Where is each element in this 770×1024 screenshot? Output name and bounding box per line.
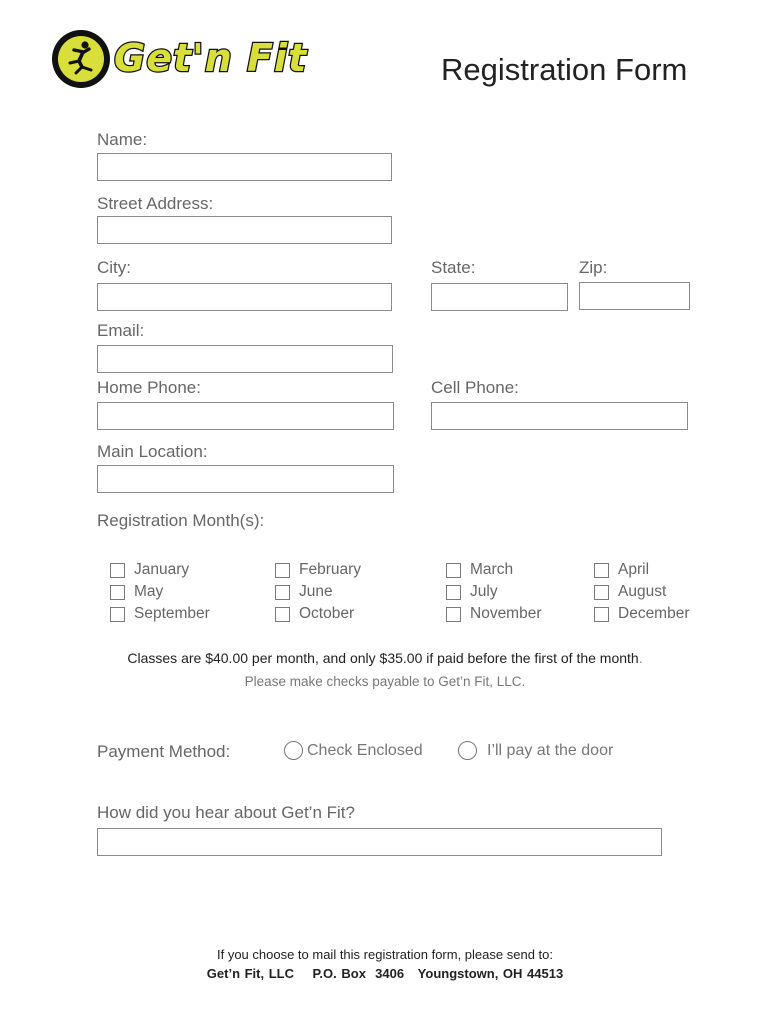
- state-label: State:: [431, 258, 476, 277]
- checkbox-october[interactable]: [275, 607, 290, 622]
- state-field[interactable]: [431, 283, 568, 311]
- pricing-note: [0, 650, 770, 666]
- mail-instructions: If you choose to mail this registration form, please send to:: [216, 947, 553, 962]
- checkbox-august[interactable]: [594, 585, 609, 600]
- main-location-field[interactable]: [97, 465, 394, 493]
- form-title: Registration Form: [441, 52, 688, 87]
- payment-option-check[interactable]: Check Enclosed: [284, 741, 423, 760]
- checkbox-april[interactable]: [594, 563, 609, 578]
- hear-about-label: How did you hear about Get’n Fit?: [97, 803, 355, 822]
- home-phone-label: Home Phone:: [97, 378, 201, 397]
- checkbox-june[interactable]: [275, 585, 290, 600]
- email-field[interactable]: [97, 345, 393, 373]
- logo-wordmark: Get'n Fit: [114, 36, 308, 80]
- checkbox-september[interactable]: [110, 607, 125, 622]
- dancer-logo-icon: [52, 30, 110, 88]
- month-option-november[interactable]: November: [446, 605, 542, 623]
- month-option-october[interactable]: October: [275, 605, 354, 623]
- pricing-text: Classes are $40.00 per month, and only $35.00 if paid before the first of the month: [127, 650, 639, 666]
- month-option-january[interactable]: January: [110, 561, 189, 579]
- month-option-december[interactable]: December: [594, 605, 690, 623]
- registration-months-label: Registration Month(s):: [97, 511, 265, 530]
- checkbox-december[interactable]: [594, 607, 609, 622]
- checkbox-november[interactable]: [446, 607, 461, 622]
- radio-check-enclosed[interactable]: [284, 741, 303, 760]
- hear-about-field[interactable]: [97, 828, 662, 856]
- main-location-label: Main Location:: [97, 442, 208, 461]
- month-option-february[interactable]: February: [275, 561, 361, 579]
- city-label: City:: [97, 258, 131, 277]
- email-label: Email:: [97, 321, 145, 340]
- cell-phone-field[interactable]: [431, 402, 688, 430]
- checkbox-february[interactable]: [275, 563, 290, 578]
- month-option-march[interactable]: March: [446, 561, 513, 579]
- month-option-june[interactable]: June: [275, 583, 333, 601]
- month-option-july[interactable]: July: [446, 583, 498, 601]
- checkbox-march[interactable]: [446, 563, 461, 578]
- home-phone-field[interactable]: [97, 402, 394, 430]
- zip-field[interactable]: [579, 282, 690, 310]
- pricing-period: .: [638, 650, 643, 666]
- month-option-april[interactable]: April: [594, 561, 649, 579]
- month-option-august[interactable]: August: [594, 583, 666, 601]
- zip-label: Zip:: [579, 258, 608, 277]
- month-option-may[interactable]: May: [110, 583, 163, 601]
- name-field[interactable]: [97, 153, 392, 181]
- radio-pay-at-door[interactable]: [458, 741, 477, 760]
- city-field[interactable]: [97, 283, 392, 311]
- checks-payable-note: Please make checks payable to Get’n Fit, LLC.: [244, 674, 526, 689]
- street-address-field[interactable]: [97, 216, 392, 244]
- mailing-address: Get’n Fit, LLC P.O. Box 3406 Youngstown, OH 44513: [206, 966, 564, 981]
- month-option-september[interactable]: September: [110, 605, 210, 623]
- checkbox-january[interactable]: [110, 563, 125, 578]
- checkbox-july[interactable]: [446, 585, 461, 600]
- street-address-label: Street Address:: [97, 194, 214, 213]
- cell-phone-label: Cell Phone:: [431, 378, 519, 397]
- brand-logo: [52, 30, 312, 94]
- payment-method-label: Payment Method:: [97, 742, 231, 761]
- payment-option-door[interactable]: I’ll pay at the door: [458, 741, 613, 760]
- name-label: Name:: [97, 130, 148, 149]
- checkbox-may[interactable]: [110, 585, 125, 600]
